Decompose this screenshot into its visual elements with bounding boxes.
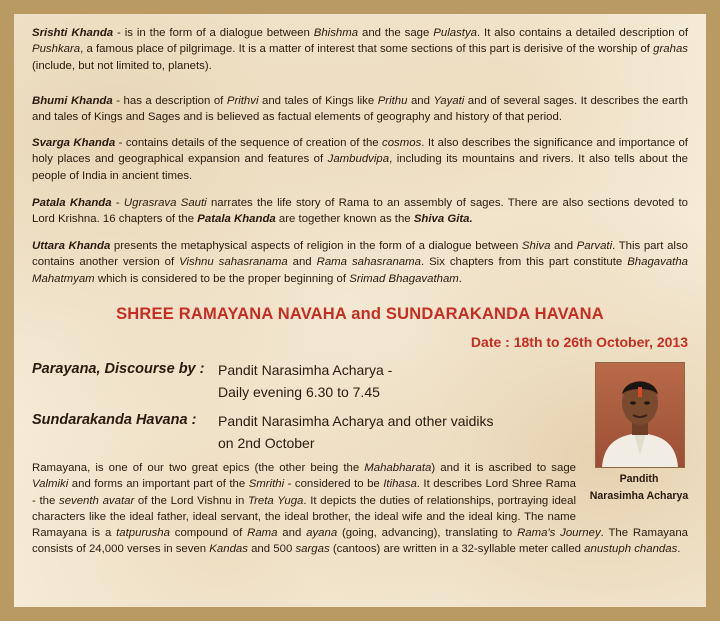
svarga-khanda-term: Svarga Khanda bbox=[32, 137, 116, 149]
photo-caption-spacer bbox=[576, 460, 688, 510]
havana-performers: Pandit Narasimha Acharya and other vaidiks bbox=[218, 413, 494, 429]
ramayana-paragraph: Ramayana, is one of our two great epics (the other being the Mahabharata) and it is ascribed to sage Valmiki and forms an important part of the Smrithi - considered to be Itihasa. It describes Lord Shree Rama - the seventh avatar of the Lord Vishnu in Treta Yuga. It depicts the duties of relationships, portraying ideal characters like the ideal father, ideal servant, the ideal brother, the ideal wife and the ideal king. The name Ramayana is a tatpurusha compound of Rama and ayana (going, advancing), translating to Rama's Journey. The Ramayana consists of 24,000 verses in seven Kandas and 500 sargas (cantoos) are written in a 32-syllable meter called anustuph chandas. bbox=[32, 462, 688, 556]
svarga-khanda-paragraph: Svarga Khanda - contains details of the sequence of creation of the cosmos. It also describes the significance and importance of holy places and geographical expansion and features of Jambudvipa, including its mountains and rivers. It also tells about the people of India in ancient times. bbox=[32, 137, 688, 182]
person-portrait-icon bbox=[596, 363, 684, 467]
bhumi-khanda-paragraph: Bhumi Khanda - has a description of Prithvi and tales of Kings like Prithu and Yayati and of several sages. It describes the earth and tales of Kings and Sages and is believed as factual elements of geography and history of that period. bbox=[32, 95, 689, 124]
srishti-khanda-term: Srishti Khanda bbox=[32, 27, 114, 39]
parayana-time: Daily evening 6.30 to 7.45 bbox=[218, 384, 380, 400]
bhumi-khanda-term: Bhumi Khanda bbox=[32, 95, 113, 107]
event-date: Date : 18th to 26th October, 2013 bbox=[470, 334, 688, 350]
havana-value bbox=[218, 410, 493, 454]
photo-caption-name: Narasimha Acharya bbox=[589, 490, 689, 502]
parayana-label: Parayana, Discourse by : bbox=[32, 361, 205, 377]
event-heading: SHREE RAMAYANA NAVAHA and SUNDARAKANDA HAVANA bbox=[116, 305, 604, 323]
uttara-khanda-term: Uttara Khanda bbox=[32, 240, 111, 252]
patala-khanda-paragraph: Patala Khanda - Ugrasrava Sauti narrates the life story of Rama to an assembly of sages. There are also sections devoted to Lord Krishna. 16 chapters of the Patala Khanda are together known as the Shiva Gita. bbox=[32, 197, 689, 226]
srishti-khanda-paragraph: Srishti Khanda - is in the form of a dialogue between Bhishma and the sage Pulastya. It also contains a detailed description of Pushkara, a famous place of pilgrimage. It is a matter of interest that some sections of this part is derisive of the worship of grahas (include, but not limited to, planets). bbox=[32, 27, 689, 72]
photo-caption-title: Pandith bbox=[619, 473, 659, 485]
parayana-value bbox=[218, 359, 392, 403]
havana-date: on 2nd October bbox=[218, 435, 315, 451]
uttara-khanda-paragraph: Uttara Khanda presents the metaphysical aspects of religion in the form of a dialogue between Shiva and Parvati. This part also contains another version of Vishnu sahasranama and Rama sahasranama. Six chapters from this part constitute Bhagavatha Mahatmyam which is considered to be the proper beginning of Srimad Bhagavatham. bbox=[32, 240, 689, 285]
parayana-speaker: Pandit Narasimha Acharya - bbox=[218, 362, 393, 378]
patala-khanda-term: Patala Khanda bbox=[32, 197, 112, 209]
pamphlet-page bbox=[14, 14, 706, 607]
havana-label: Sundarakanda Havana : bbox=[32, 412, 197, 428]
pandit-photo bbox=[595, 362, 685, 468]
